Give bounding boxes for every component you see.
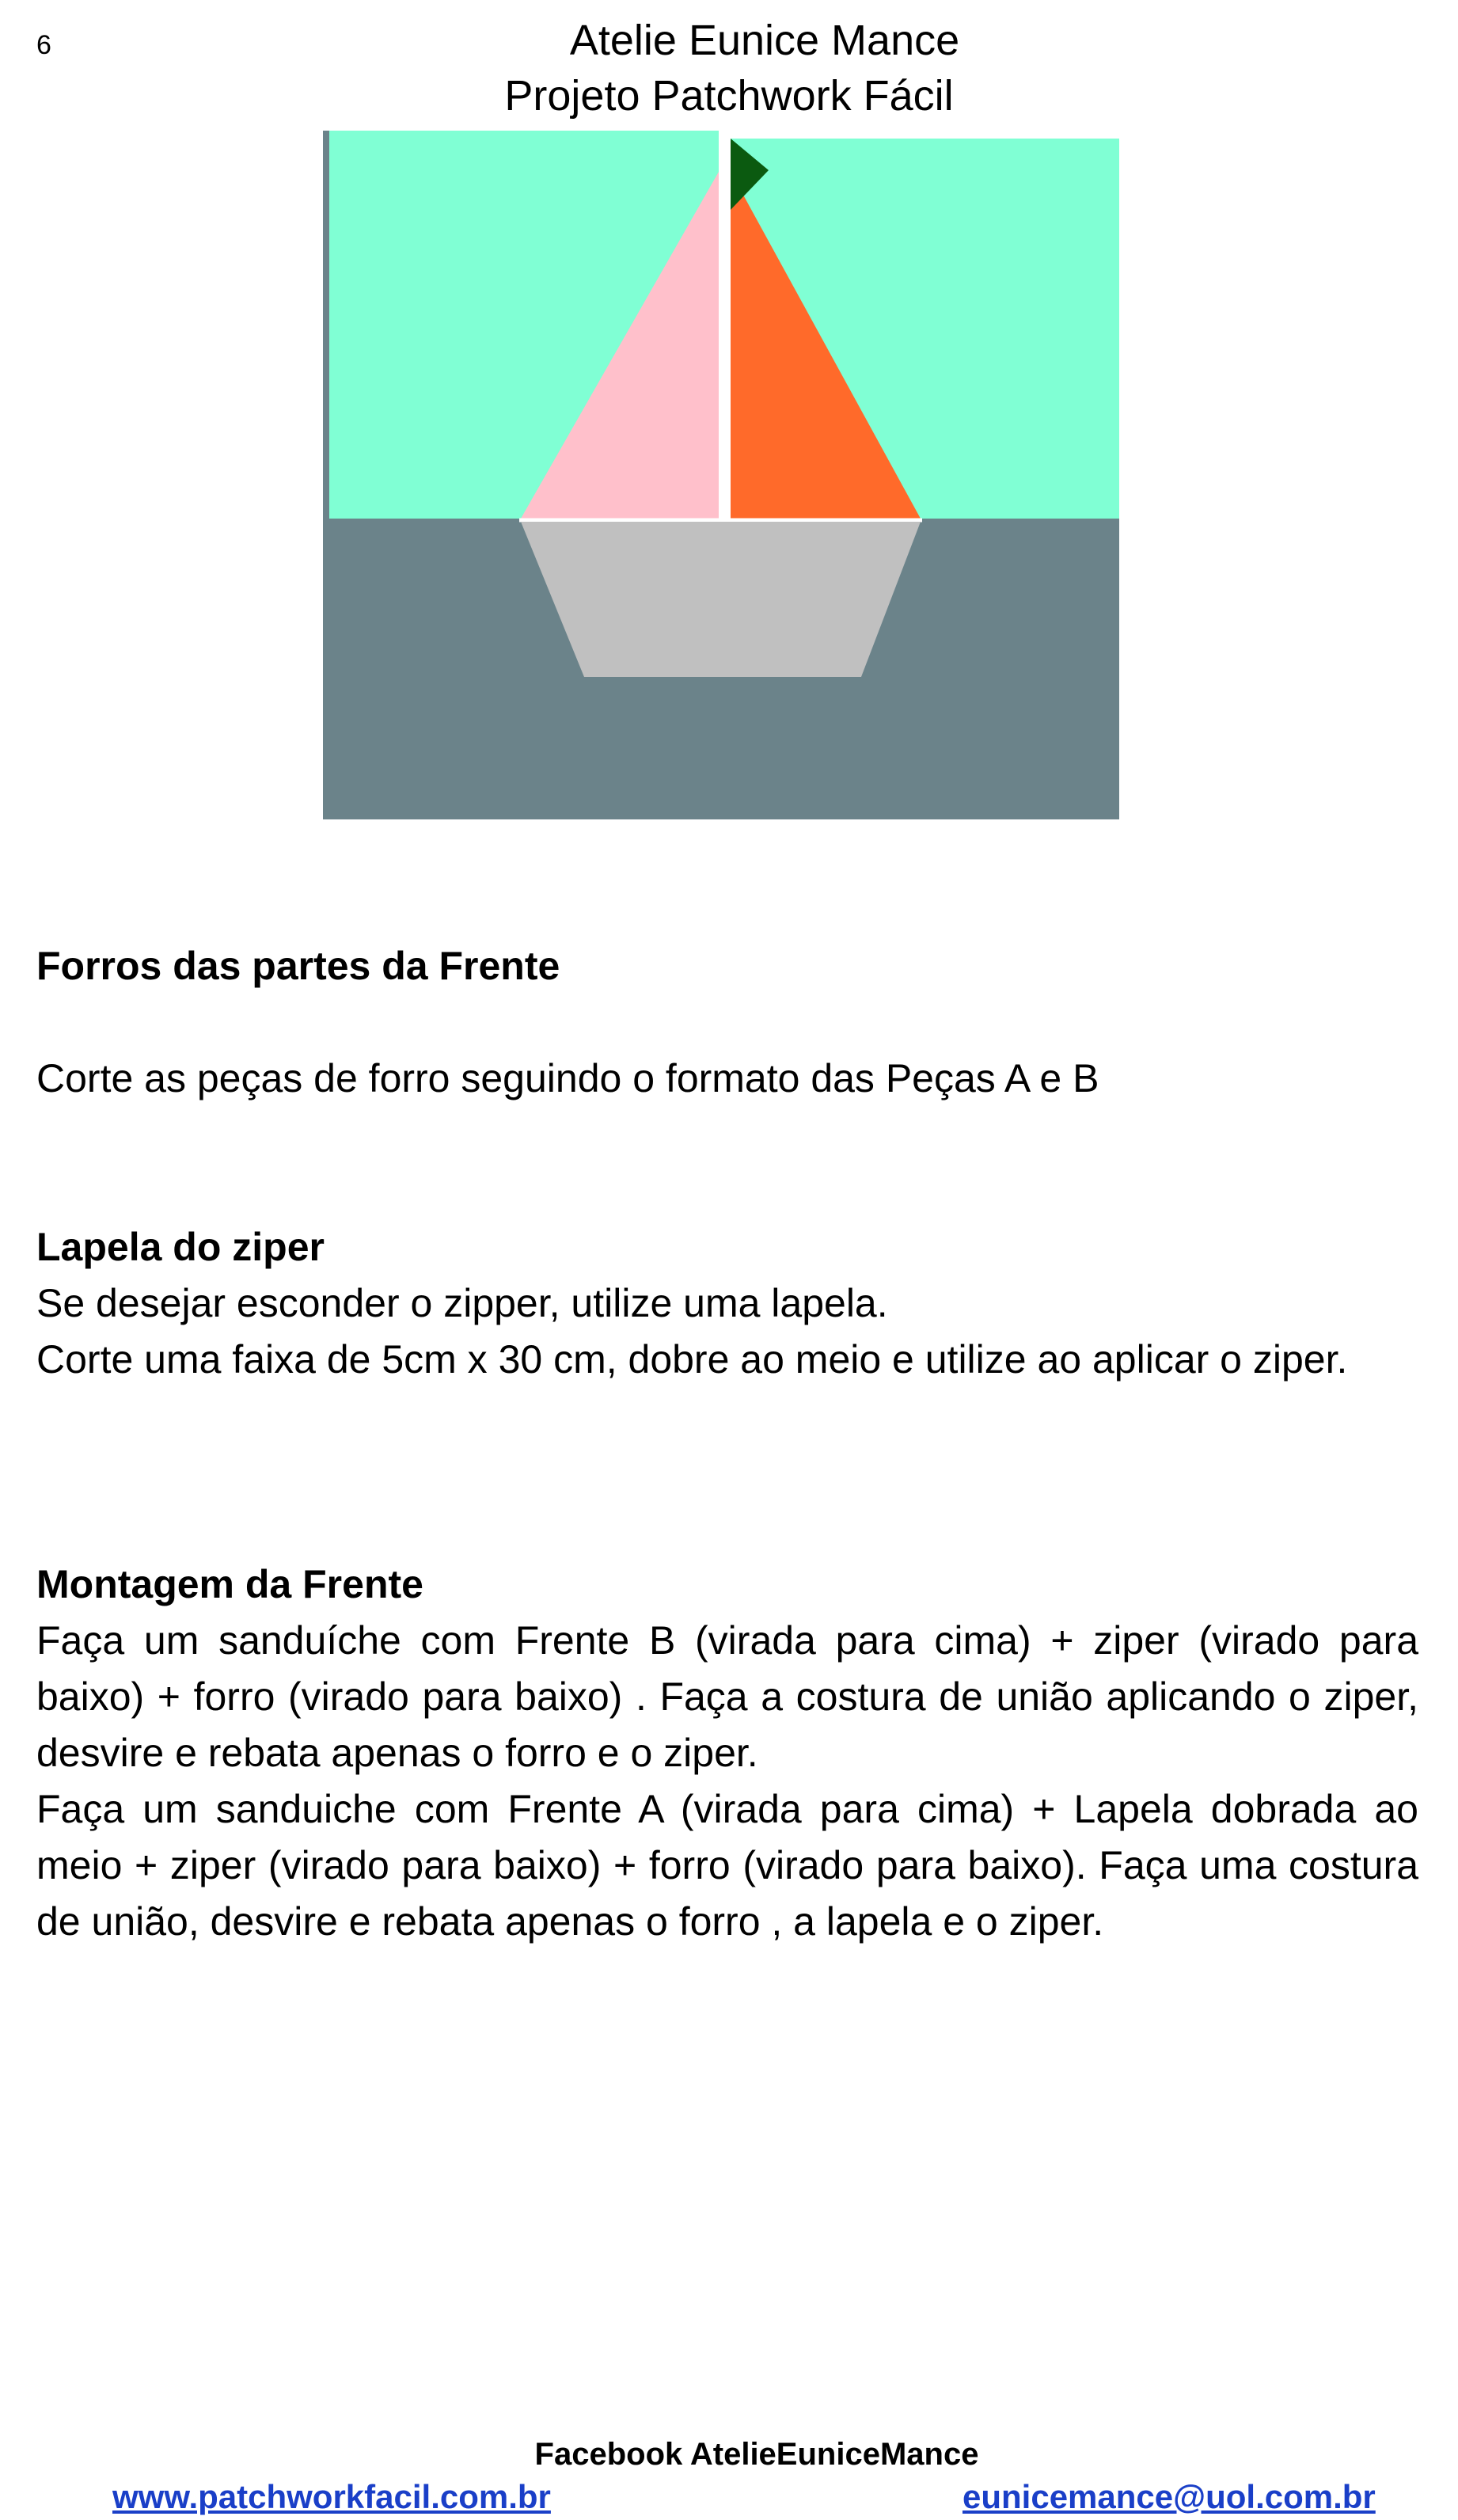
paragraph-montagem-1: Faça um sanduíche com Frente B (virada para cima) + ziper (virado para baixo) + forro (virado para baixo) . Faça a costura de união aplicando o ziper, desvire e rebata apenas o forro e o ziper. — [36, 1618, 1418, 1775]
sky-top-right-strip — [719, 131, 1119, 139]
section-heading-lapela: Lapela do ziper — [36, 1225, 325, 1269]
page-number: 6 — [36, 30, 51, 60]
paragraph-lapela-2: Corte uma faixa de 5cm x 30 cm, dobre ao meio e utilize ao aplicar o ziper. — [36, 1337, 1348, 1382]
sky-left-edge — [323, 131, 329, 519]
email-link[interactable]: eunicemance@uol.com.br — [963, 2478, 1376, 2515]
paragraph-lapela-1: Se desejar esconder o zipper, utilize uma lapela. — [36, 1281, 888, 1325]
paragraph-forros: Corte as peças de forro seguindo o formato das Peças A e B — [36, 1056, 1099, 1100]
mast — [719, 131, 731, 519]
paragraph-montagem-2: Faça um sanduiche com Frente A (virada para cima) + Lapela dobrada ao meio + ziper (virado para baixo) + forro (virado para baixo). Faça uma costura de união, desvire e rebata apenas o forro , a lapela e o ziper. — [36, 1787, 1418, 1944]
section-heading-forros: Forros das partes da Frente — [36, 944, 560, 988]
boat-hull — [521, 522, 921, 677]
website-link[interactable]: www.patchworkfacil.com.br — [112, 2478, 551, 2515]
footer-facebook: Facebook AtelieEuniceMance — [534, 2437, 979, 2472]
sailboat-illustration — [323, 131, 1119, 819]
header-subtitle: Projeto Patchwork Fácil — [504, 72, 954, 120]
section-heading-montagem: Montagem da Frente — [36, 1562, 423, 1606]
header-title: Atelie Eunice Mance — [569, 17, 960, 64]
